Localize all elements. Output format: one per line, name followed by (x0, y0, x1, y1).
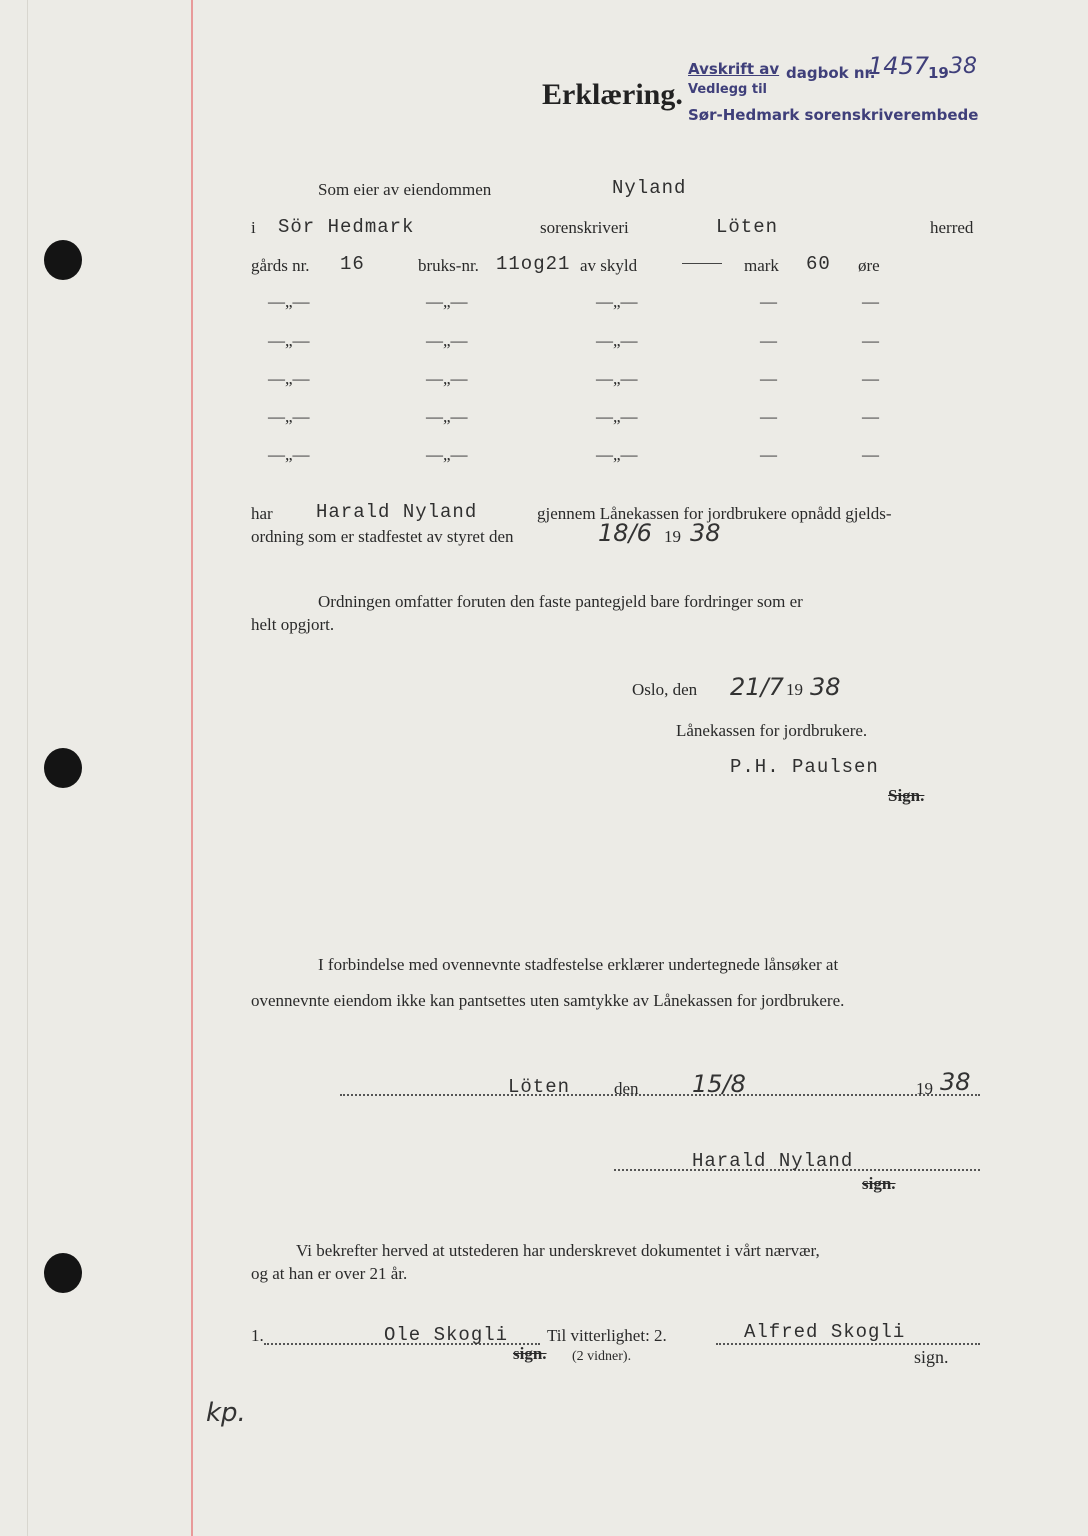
witness2-dotted-line (716, 1343, 980, 1345)
label-i: i (251, 218, 256, 237)
label-sorenskriveri: sorenskriveri (540, 218, 629, 237)
property-ore-value: 60 (806, 253, 831, 275)
witness-name1: Ole Skogli (384, 1324, 509, 1346)
witness-sign1: sign. (513, 1344, 547, 1363)
punch-hole-top (44, 240, 82, 280)
stamp-number: 1457 (868, 52, 930, 80)
loten-year-prefix: 19 (916, 1079, 933, 1098)
oslo-institution: Lånekassen for jordbrukere. (676, 721, 868, 740)
witness-sign2: sign. (914, 1347, 949, 1367)
ordning-line1: Ordningen omfatter foruten den faste pantegjeld bare fordringer som er (318, 592, 803, 611)
oslo-date: 21/7 (730, 673, 784, 701)
oslo-sign: Sign. (888, 786, 925, 805)
stamp-year-prefix: 19 (928, 64, 949, 82)
loten-den: den (614, 1079, 639, 1098)
witness-line1: Vi bekrefter herved at utstederen har underskrevet dokumentet i vårt nærvær, (296, 1241, 820, 1260)
margin-rule (191, 0, 193, 1536)
punch-hole-middle (44, 748, 82, 788)
statement-year-prefix: 19 (664, 527, 681, 546)
witness-line2: og at han er over 21 år. (251, 1264, 408, 1283)
loten-place: Löten (508, 1076, 571, 1098)
skyld-dash (682, 263, 722, 264)
stamp-dagbok: dagbok nr. (786, 64, 876, 82)
owner-name: Harald Nyland (316, 501, 478, 523)
statement-year-suffix: 38 (690, 519, 721, 547)
property-gards-nr: 16 (340, 253, 365, 275)
property-bruks-nr: 11og21 (496, 253, 571, 275)
loten-date: 15/8 (692, 1070, 746, 1098)
clerk-initials: kp. (206, 1398, 246, 1428)
property-intro: Som eier av eiendommen (318, 180, 492, 199)
stamp-year-suffix: 38 (949, 54, 977, 79)
label-har: har (251, 504, 273, 523)
forbindelse-line2: ovennevnte eiendom ikke kan pantsettes uten samtykke av Lånekassen for jordbrukere. (251, 991, 845, 1010)
label-gards-nr: gårds nr. (251, 256, 310, 275)
property-herred-name: Löten (716, 216, 779, 238)
loten-year-suffix: 38 (940, 1068, 971, 1096)
witness-num1: 1. (251, 1326, 264, 1345)
property-district: Sör Hedmark (278, 216, 415, 238)
ordning-line2: helt opgjort. (251, 615, 335, 634)
witness-name2: Alfred Skogli (744, 1321, 906, 1343)
statement-date: 18/6 (598, 519, 652, 547)
label-herred: herred (930, 218, 974, 237)
statement-text1: gjennem Lånekassen for jordbrukere opnådd gjelds- (537, 504, 892, 523)
label-mark: mark (744, 256, 779, 275)
document-page: Erklæring. Avskrift av dagbok nr. 1457 19 38 Vedlegg til Sør-Hedmark sorenskriverembede Som eier av eiendommen Nyland i Sör Hedmark sorenskriveri Löten herred gårds nr. 16 bruks-nr. 11og21 av skyld mark 60 øre —„— —„— —„— — — —„— —„— —„— — — —„— —„— —„— — — —„— —„— —„— — — —„— —„— —„— — — har Harald Nyland gjennem Lånekassen for jordbrukere opnådd gjelds- ordning som er stadfestet av styret den 18/6 19 38 Ordningen omfatter foruten den faste pantegjeld bare fordringer som er helt opgjort. Oslo, den 21/7 19 38 Lånekassen for jordbrukere. P.H. Paulsen Sign. I forbindelse med ovennevnte stadfestelse erklærer undertegnede lånsøker at ovennevnte eiendom ikke kan pantsettes uten samtykke av Lånekassen for jordbrukere. Löten den 15/8 19 38 Harald Nyland sign. Vi bekrefter herved at utstederen har underskrevet dokumentet i vårt nærvær, og at han er over 21 år. 1. Ole Skogli sign. Til vitterlighet: 2. (2 vidner). Alfred Skogli sign. kp. (0, 0, 1088, 1536)
label-bruks-nr: bruks-nr. (418, 256, 479, 275)
loten-dotted-line (340, 1094, 980, 1096)
loten-sign: sign. (862, 1174, 896, 1193)
label-ore: øre (858, 256, 880, 275)
punch-hole-bottom (44, 1253, 82, 1293)
stamp-avskrift: Avskrift av (688, 60, 780, 78)
oslo-place: Oslo, den (632, 680, 698, 699)
label-skyld: av skyld (580, 256, 638, 275)
statement-text2: ordning som er stadfestet av styret den (251, 527, 514, 546)
witness-label: Til vitterlighet: 2. (547, 1326, 667, 1345)
document-title: Erklæring. (542, 78, 683, 111)
stamp-office: Sør-Hedmark sorenskriverembede (688, 106, 979, 124)
loten-signatory: Harald Nyland (692, 1150, 854, 1172)
property-name: Nyland (612, 177, 687, 199)
oslo-year-suffix: 38 (810, 673, 841, 701)
oslo-year-prefix: 19 (786, 680, 803, 699)
forbindelse-line1: I forbindelse med ovennevnte stadfestelse erklærer undertegnede lånsøker at (318, 955, 839, 974)
stamp-vedlegg: Vedlegg til (688, 82, 768, 97)
oslo-signatory: P.H. Paulsen (730, 756, 879, 778)
witness-vidner: (2 vidner). (572, 1349, 632, 1364)
scan-edge (27, 0, 28, 1536)
